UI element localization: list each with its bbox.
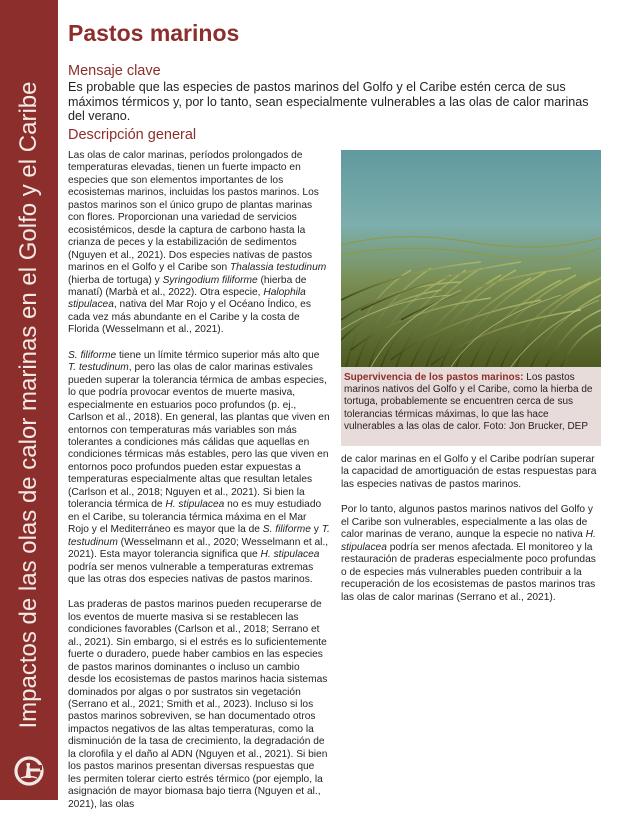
text-run: y bbox=[310, 524, 322, 536]
species-name: Thalassia testudinum bbox=[229, 262, 327, 274]
species-name: Syringodium filiforme bbox=[162, 274, 258, 286]
species-name: T. testudinum bbox=[68, 524, 330, 548]
species-name: H. stipulacea bbox=[165, 499, 225, 511]
g-lighthouse-logo-icon bbox=[14, 756, 44, 786]
text-run: no es muy estudiado en el Caribe, su tolerancia térmica máxima en el Mar Rojo y el Mediterráneo es mayor que la de bbox=[68, 499, 322, 536]
body-column-left bbox=[68, 150, 330, 824]
paragraph-5 bbox=[341, 504, 601, 604]
text-run: (hierba de tortuga) y bbox=[68, 274, 163, 286]
text-run: Las olas de calor marinas, períodos prolongados de temperaturas elevadas, tienen un fuerte impacto en especies que son elementos importantes de los ecosistemas marinos, incluidas los pastos marinos. Los pastos marinos son el único grupo de plantas marinas con flores. Proporcionan una variedad de servicios ecosistémicos, desde la captura de carbono hasta la crianza de peces y la estabilización de sedimentos (Nguyen et al., 2021). Dos especies nativas de pastos marinos en el Golfo y el Caribe son bbox=[68, 150, 319, 274]
text-run: tiene un límite térmico superior más alto que bbox=[116, 349, 320, 361]
species-name: Halophila stipulacea bbox=[68, 286, 306, 311]
species-name: S. filiforme bbox=[68, 349, 117, 361]
text-run: (Wesselmann et al., 2020; Wesselmann et al., 2021). Esta mayor tolerancia significa que bbox=[68, 536, 329, 561]
text-run: podría ser menos afectada. El monitoreo y la restauración de praderas especialmente poco profundas o de especies más vulnerables pueden contribuir a la recuperación de los ecosistemas de pastos marinos tras las olas de calor marinas (Serrano et al., 2021). bbox=[341, 541, 596, 603]
paragraph-3 bbox=[68, 599, 330, 811]
text-run: Por lo tanto, algunos pastos marinos nativos del Golfo y el Caribe son vulnerables, especialmente a las olas de calor marinas de verano, aunque la especie no nativa bbox=[341, 504, 593, 541]
text-run: podría ser menos vulnerable a temperaturas extremas que las otras dos especies nativas de pastos marinos. bbox=[68, 561, 314, 585]
paragraph-1 bbox=[68, 150, 330, 337]
paragraph-4 bbox=[341, 454, 601, 491]
overview-heading: Descripción general bbox=[68, 127, 197, 143]
text-run: (hierba de manatí) (Marbà et al., 2022). Otra especie, bbox=[68, 274, 307, 298]
text-run: Las praderas de pastos marinos pueden recuperarse de los eventos de muerte masiva si se restablecen las condiciones favorables (Carlson et al., 2018; Serrano et al., 2021). Sin embargo, si el estrés es lo suficientemente fuerte o duradero, puede haber cambios en las especies de pastos marinos dominantes o incluso un cambio desde los ecosistemas de pastos marinos hacia sistemas dominados por algas o por sustratos sin vegetación (Serrano et al., 2021; Smith et al., 2023). Incluso si los pastos marinos sobreviven, se han documentado otros impactos negativos de las altas temperaturas, como la disminución de la tasa de crecimiento, la degradación de la clorofila y el daño al ADN (Nguyen et al., 2021). Si bien los pastos marinos presentan diversas respuestas que les permiten tolerar cierto estrés térmico (por ejemplo, la asignación de mayor biomasa bajo tierra (Nguyen et al., 2021), las olas bbox=[68, 599, 328, 810]
photo-figure bbox=[341, 150, 601, 446]
paragraph-2 bbox=[68, 350, 330, 587]
text-run: , pero las olas de calor marinas estivales pueden superar la tolerancia térmica de ambas especies, lo que podría provocar eventos de muerte masiva, especialmente en estuarios poco profundos (p. ej., Carlson et al., 2018). En general, las plantas que viven en entornos con temperaturas más variables son más tolerantes a condiciones más cálidas que aquellas en condiciones térmicas más estables, pero las que viven en entornos poco profundos pueden estar expuestas a temperaturas especialmente altas que resultan letales (Carlson et al., 2018; Nguyen et al., 2021). Si bien la tolerancia térmica de bbox=[68, 362, 330, 511]
caption-text: Los pastos marinos nativos del Golfo y el Caribe, como la hierba de tortuga, probablemente se encuentren cerca de sus tolerancias térmicas máximas, lo que las hace vulnerables a las olas de calor. Foto: Jon Brucker, DEP bbox=[344, 372, 593, 432]
seagrass-photo bbox=[341, 150, 601, 367]
text-run: , nativa del Mar Rojo y el Océano Índico, es cada vez más abundante en el Caribe y la costa de Florida (Wesselmann et al., 2021). bbox=[68, 299, 311, 336]
text-run: de calor marinas en el Golfo y el Caribe podrían superar la capacidad de amortiguación de estas respuestas para las especies nativas de pastos marinos. bbox=[341, 454, 597, 490]
page-title: Pastos marinos bbox=[68, 20, 240, 46]
body-column-right bbox=[341, 454, 601, 617]
caption-title: Supervivencia de los pastos marinos: bbox=[344, 372, 524, 383]
key-message-text: Es probable que las especies de pastos marinos del Golfo y el Caribe estén cerca de sus máximos térmicos y, por lo tanto, sean especialmente vulnerables a las olas de calor marinas del verano. bbox=[68, 80, 589, 123]
species-name: S. filiforme bbox=[262, 524, 311, 536]
key-message-heading: Mensaje clave bbox=[68, 63, 161, 79]
species-name: T. testudinum bbox=[68, 362, 129, 374]
sidebar-title: Impactos de las olas de calor marinas en el Golfo y el Caribe bbox=[15, 81, 42, 729]
species-name: H. stipulacea bbox=[260, 549, 320, 561]
sidebar bbox=[0, 0, 58, 800]
species-name: H. stipulacea bbox=[341, 529, 596, 553]
photo-caption bbox=[344, 372, 598, 433]
